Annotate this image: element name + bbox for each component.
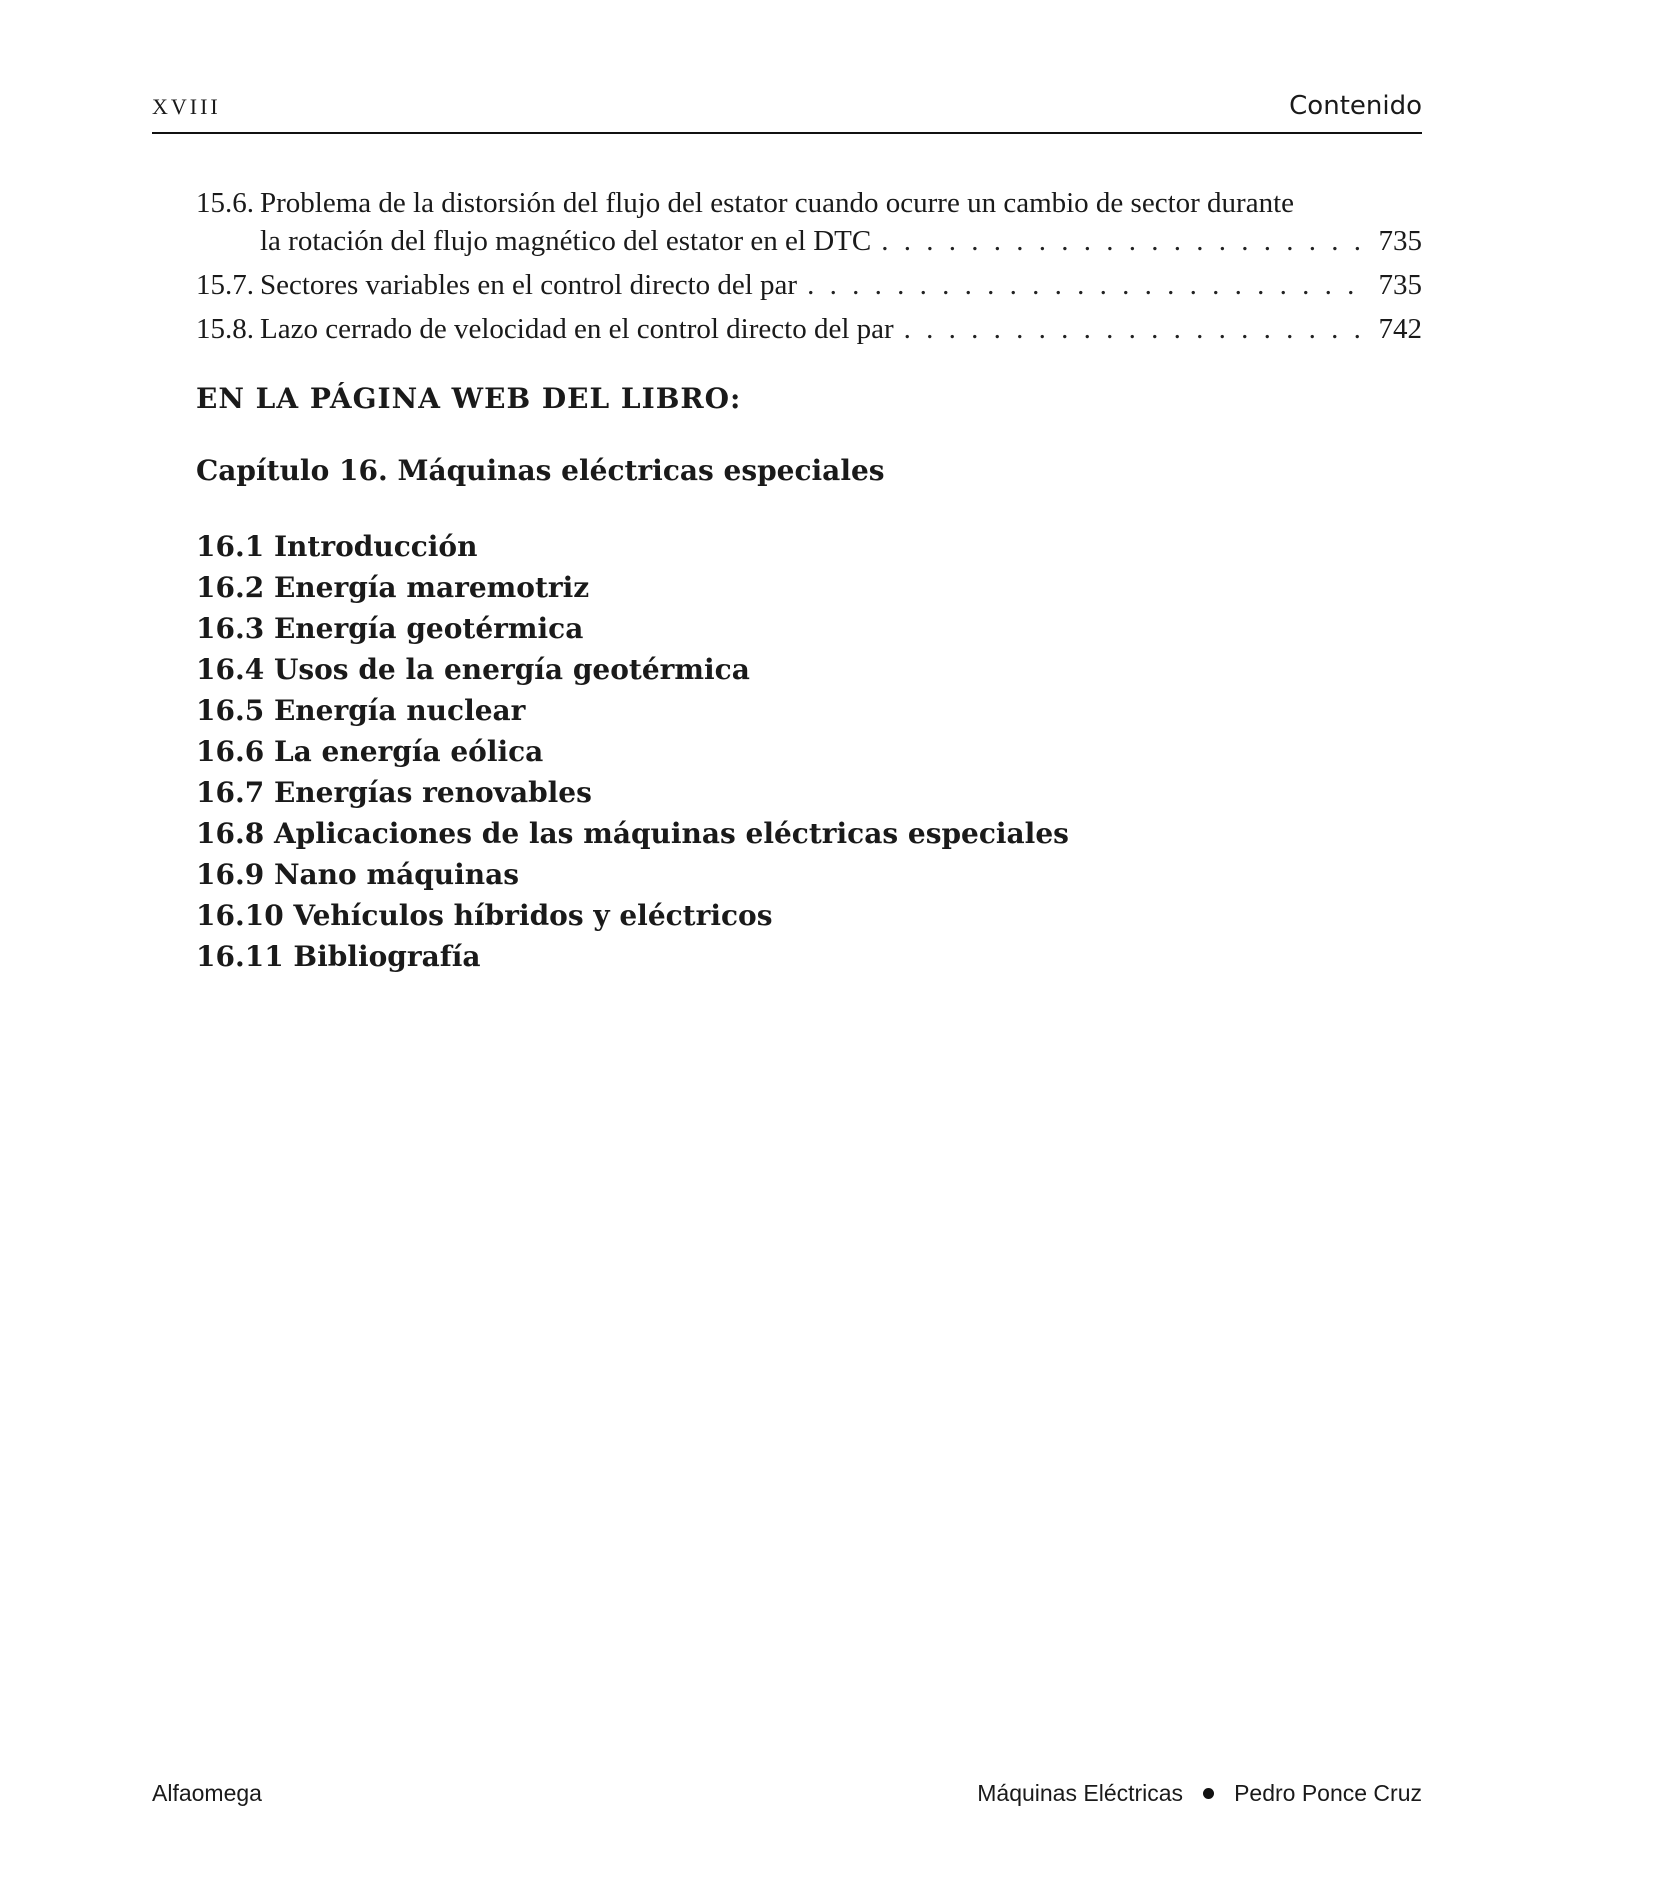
book-title: Máquinas Eléctricas: [977, 1780, 1184, 1806]
section-item[interactable]: 16.2 Energía maremotriz: [196, 571, 590, 604]
toc-entry-number: 15.8.: [196, 313, 254, 345]
author-name: Pedro Ponce Cruz: [1234, 1780, 1422, 1806]
publisher-name: Alfaomega: [152, 1780, 262, 1806]
toc-entry[interactable]: [196, 310, 1422, 348]
toc-entry-page: 735: [1378, 225, 1422, 257]
dot-leader: [881, 222, 1368, 260]
chapter-title: Capítulo 16. Máquinas eléctricas especiales: [196, 454, 885, 487]
web-section-heading: EN LA PÁGINA WEB DEL LIBRO:: [196, 382, 742, 415]
section-item[interactable]: 16.8 Aplicaciones de las máquinas eléctricas especiales: [196, 817, 1069, 850]
section-item[interactable]: 16.6 La energía eólica: [196, 735, 544, 768]
footer-book-info: [977, 1780, 1422, 1807]
toc-line: [196, 222, 1422, 260]
section-item[interactable]: 16.11 Bibliografía: [196, 940, 481, 973]
section-item[interactable]: 16.5 Energía nuclear: [196, 694, 526, 727]
dot-leader: [904, 310, 1369, 348]
running-title: Contenido: [1289, 91, 1422, 121]
toc-entry-page: 742: [1378, 313, 1422, 345]
toc-entry-page: 735: [1378, 269, 1422, 301]
section-item[interactable]: 16.3 Energía geotérmica: [196, 612, 584, 645]
toc-line: [196, 310, 1422, 348]
page-header: [152, 88, 1422, 134]
toc-line: [196, 184, 1422, 222]
toc-entry-title-continued: la rotación del flujo magnético del estator en el DTC: [260, 225, 872, 257]
toc-entry-title: Problema de la distorsión del flujo del estator cuando ocurre un cambio de sector durante: [260, 187, 1295, 219]
dot-leader: [807, 266, 1368, 304]
toc-entry-title: Lazo cerrado de velocidad en el control directo del par: [260, 313, 894, 345]
toc-entry-number: 15.6.: [196, 187, 254, 219]
page-number: XVIII: [152, 94, 221, 119]
toc-line: [196, 266, 1422, 304]
toc-entry[interactable]: [196, 266, 1422, 304]
toc-entry[interactable]: [196, 184, 1422, 260]
section-item[interactable]: 16.1 Introducción: [196, 530, 478, 563]
section-item[interactable]: 16.10 Vehículos híbridos y eléctricos: [196, 899, 773, 932]
toc-list: [196, 184, 1422, 354]
section-item[interactable]: 16.7 Energías renovables: [196, 776, 592, 809]
section-item[interactable]: 16.9 Nano máquinas: [196, 858, 520, 891]
section-item[interactable]: 16.4 Usos de la energía geotérmica: [196, 653, 750, 686]
bullet-icon: [1203, 1788, 1214, 1799]
toc-entry-number: 15.7.: [196, 269, 254, 301]
toc-entry-title: Sectores variables en el control directo del par: [260, 269, 798, 301]
page-footer: [152, 1780, 1422, 1810]
section-list: [196, 526, 1069, 977]
